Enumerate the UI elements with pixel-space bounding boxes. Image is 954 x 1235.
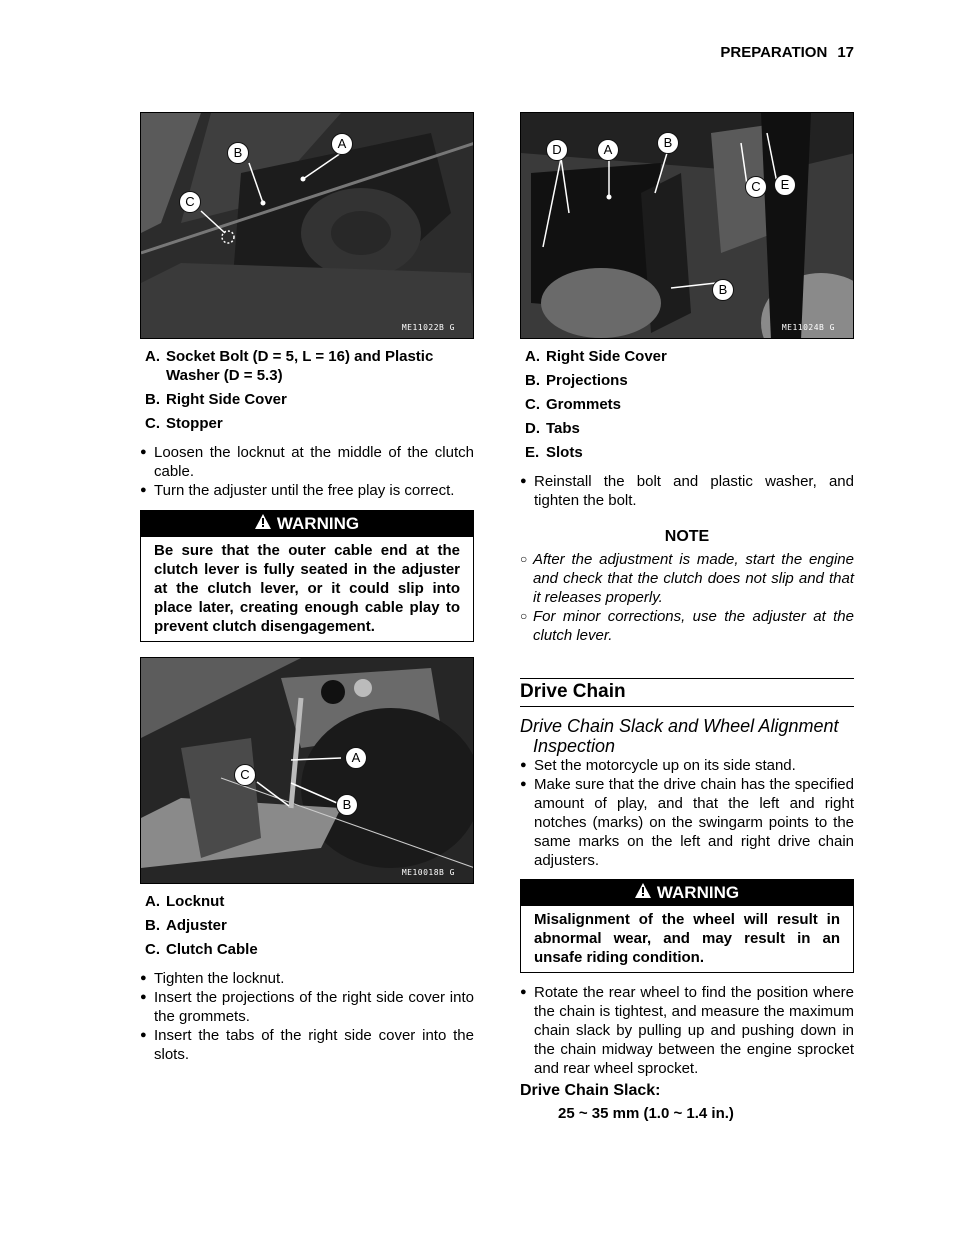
caption-item: C. Stopper <box>145 415 223 432</box>
bullet-item: ● Make sure that the drive chain has the specified amount of play, and that the left and right notches (marks) on the swingarm points to the same marks on the left and right drive chain adjusters. <box>520 775 854 870</box>
photo-illustration <box>141 113 474 339</box>
bullet-item: ● Reinstall the bolt and plastic washer, and tighten the bolt. <box>520 472 854 510</box>
callout-b: B <box>712 279 734 301</box>
note-title: NOTE <box>664 528 710 545</box>
bullet-item: ● Rotate the rear wheel to find the position where the chain is tightest, and measure the maximum chain slack by pulling up and pushing down in the chain midway between the engine sprocket and rear wheel sprocket. <box>520 983 854 1078</box>
caption-item: C. Grommets <box>525 396 622 413</box>
left-bullets-2 <box>140 969 474 1064</box>
photo-illustration <box>141 658 474 884</box>
warning-label: WARNING <box>656 883 740 902</box>
warning-triangle-icon <box>255 514 271 529</box>
right-bullets-1 <box>520 472 854 510</box>
header-section: PREPARATION <box>720 44 828 61</box>
caption-item: A. Right Side Cover <box>525 348 667 365</box>
photo-code: ME11024B G <box>781 323 835 332</box>
bullet-item: ● Insert the projections of the right side cover into the grommets. <box>140 988 474 1026</box>
warning-text: Be sure that the outer cable end at the clutch lever is fully seated in the adjuster at the clutch lever, or it could slip into place later, creating enough cable play to prevent clutch disengagement. <box>154 542 460 635</box>
warning-box <box>140 510 474 642</box>
caption-item: D. Tabs <box>525 420 580 437</box>
right-bullets-2 <box>520 756 854 870</box>
spec-value: 25 ~ 35 mm (1.0 ~ 1.4 in.) <box>558 1105 734 1122</box>
left-bullets-1 <box>140 443 474 500</box>
warning-box <box>520 879 854 973</box>
caption-item: E. Slots <box>525 444 583 461</box>
warning-header <box>141 511 473 537</box>
page-header <box>720 44 854 61</box>
note-list <box>520 550 854 645</box>
warning-header <box>521 880 853 906</box>
caption-item: B. Adjuster <box>145 917 227 934</box>
section-title: Drive Chain <box>520 678 854 707</box>
photo-illustration <box>521 113 854 339</box>
warning-text: Misalignment of the wheel will result in abnormal wear, and may result in an unsafe riding condition. <box>534 911 840 966</box>
caption-item: B. Right Side Cover <box>145 391 287 408</box>
callout-a: A <box>597 139 619 161</box>
photo-clutch-adjuster <box>140 657 474 884</box>
photo-side-cover-tabs <box>520 112 854 339</box>
caption-item: A. Socket Bolt (D = 5, L = 16) and Plastic Washer (D = 5.3) <box>145 348 434 384</box>
callout-b: B <box>227 142 249 164</box>
warning-label: WARNING <box>276 514 360 533</box>
callout-d: D <box>546 139 568 161</box>
bullet-item: ● Loosen the locknut at the middle of the clutch cable. <box>140 443 474 481</box>
warning-triangle-icon <box>635 883 651 898</box>
right-column <box>520 112 854 1122</box>
photo-code: ME10018B G <box>401 868 455 877</box>
right-bullets-3 <box>520 983 854 1078</box>
subsection-title: Drive Chain Slack and Wheel Alignment Inspection <box>520 716 839 756</box>
photo2-captions <box>145 892 474 959</box>
photo-side-cover-bolt <box>140 112 474 339</box>
callout-b: B <box>336 794 358 816</box>
note-item: ○ After the adjustment is made, start the engine and check that the clutch does not slip and that it releases properly. <box>520 550 854 607</box>
bullet-item: ● Insert the tabs of the right side cover into the slots. <box>140 1026 474 1064</box>
callout-e: E <box>774 174 796 196</box>
photo3-captions <box>525 347 854 462</box>
callout-c: C <box>179 191 201 213</box>
callout-c: C <box>745 176 767 198</box>
callout-a: A <box>345 747 367 769</box>
bullet-item: ● Turn the adjuster until the free play is correct. <box>140 481 474 500</box>
bullet-item: ● Tighten the locknut. <box>140 969 474 988</box>
bullet-item: ● Set the motorcycle up on its side stand. <box>520 756 854 775</box>
left-column <box>140 112 474 1064</box>
spec-title: Drive Chain Slack: <box>520 1082 661 1099</box>
note-item: ○ For minor corrections, use the adjuster at the clutch lever. <box>520 607 854 645</box>
caption-item: A. Locknut <box>145 893 225 910</box>
callout-a: A <box>331 133 353 155</box>
callout-c: C <box>234 764 256 786</box>
caption-item: B. Projections <box>525 372 628 389</box>
photo-code: ME11022B G <box>401 323 455 332</box>
callout-b: B <box>657 132 679 154</box>
page-number: 17 <box>837 44 854 61</box>
caption-item: C. Clutch Cable <box>145 941 258 958</box>
photo1-captions <box>145 347 474 433</box>
